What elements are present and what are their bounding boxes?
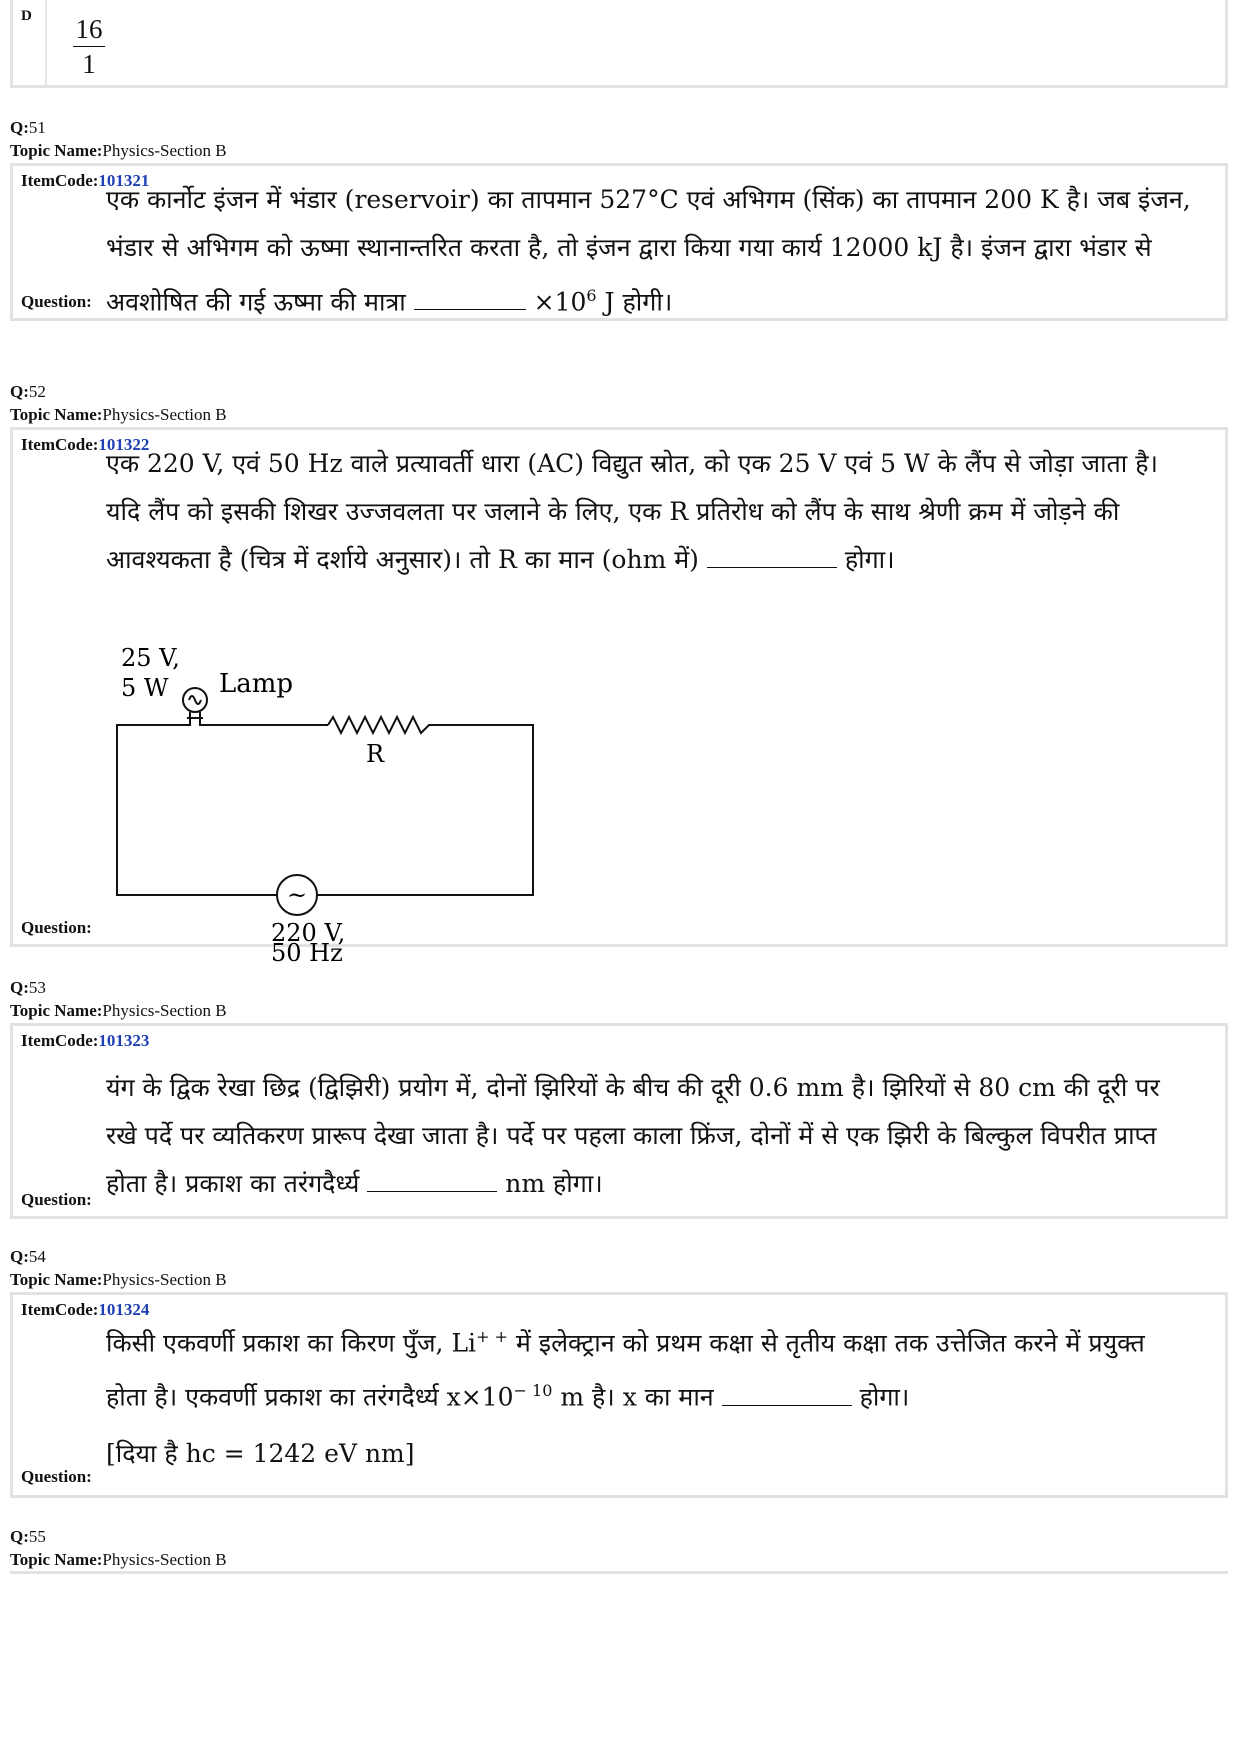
topic-name: Physics-Section B xyxy=(102,1001,227,1020)
topic-prefix: Topic Name: xyxy=(10,1550,103,1569)
question-header-51 xyxy=(10,116,227,162)
item-code: ItemCode:101323 xyxy=(21,1031,150,1050)
topic-prefix: Topic Name: xyxy=(10,405,103,424)
fraction-denominator: 1 xyxy=(82,49,96,79)
topic-name: Physics-Section B xyxy=(102,1270,227,1289)
lamp-rating-power: 5 W xyxy=(121,674,169,702)
question-header-54 xyxy=(10,1245,227,1291)
option-fraction xyxy=(73,14,105,79)
question-text xyxy=(106,176,1217,326)
question-line: [दिया है hc = 1242 eV nm] xyxy=(106,1438,415,1468)
topic-name: Physics-Section B xyxy=(102,1550,227,1569)
question-line: रखे पर्दे पर व्यतिकरण प्रारूप देखा जाता है। पर्दे पर पहला काला फ्रिंज, दोनों में से एक झिरी के बिल्कुल विपरीत प्राप्त xyxy=(106,1121,1157,1150)
question-line: आवश्यकता है (चित्र में दर्शाये अनुसार)। तो R का मान (ohm में) होगा। xyxy=(106,545,895,574)
question-number: 53 xyxy=(28,978,46,997)
item-code: ItemCode:101322 xyxy=(21,435,150,454)
lamp-filament-icon xyxy=(189,696,201,704)
question-number: 51 xyxy=(28,118,46,137)
circuit-wire xyxy=(117,725,277,895)
question-line: होता है। प्रकाश का तरंगदैर्ध्य nm होगा। xyxy=(106,1169,603,1198)
topic-name: Physics-Section B xyxy=(102,141,227,160)
section-rule xyxy=(10,1571,1228,1574)
question-label: Question: xyxy=(21,292,92,311)
question-label: Question: xyxy=(21,918,92,937)
question-number: 52 xyxy=(28,382,46,401)
question-line: अवशोषित की गई ऊष्मा की मात्रा $\times 10^6$ J होगी। xyxy=(106,286,673,317)
question-box-54 xyxy=(10,1292,1228,1498)
item-code: ItemCode:101321 xyxy=(21,171,150,190)
answer-blank xyxy=(414,289,526,310)
topic-name: Physics-Section B xyxy=(102,405,227,424)
question-text xyxy=(106,1313,1217,1478)
q-prefix: Q: xyxy=(10,382,29,401)
answer-blank xyxy=(707,547,837,568)
item-code: ItemCode:101324 xyxy=(21,1300,150,1319)
lamp-label: Lamp xyxy=(219,669,294,699)
topic-prefix: Topic Name: xyxy=(10,1270,103,1289)
question-line: होता है। एकवर्णी प्रकाश का तरंगदैर्ध्य $x\times 10^{- 10}$ m है। x का मान होगा। xyxy=(106,1381,910,1412)
question-number: 55 xyxy=(28,1527,46,1546)
option-divider xyxy=(45,0,47,85)
question-line: यदि लैंप को इसकी शिखर उज्जवलता पर जलाने के लिए, एक R प्रतिरोध को लैंप के साथ श्रेणी क्रम में जोड़ने की xyxy=(106,497,1120,526)
source-voltage-label: 220 V, xyxy=(271,919,346,947)
lamp-rating-voltage: 25 V, xyxy=(121,644,180,672)
source-frequency-label: 50 Hz xyxy=(271,939,343,967)
question-label: Question: xyxy=(21,1190,92,1209)
topic-prefix: Topic Name: xyxy=(10,141,103,160)
question-line: किसी एकवर्णी प्रकाश का किरण पुँज, Li+ + में इलेक्ट्रान को प्रथम कक्षा से तृतीय कक्षा तक उत्तेजित करने में प्रयुक्त xyxy=(106,1327,1145,1358)
circuit-wire xyxy=(317,725,533,895)
q-prefix: Q: xyxy=(10,1247,29,1266)
resistor-label: R xyxy=(365,740,385,768)
question-box-53 xyxy=(10,1023,1228,1219)
answer-blank xyxy=(367,1171,497,1192)
question-line: एक 220 V, एवं 50 Hz वाले प्रत्यावर्ती धारा (AC) विद्युत स्रोत, को एक 25 V एवं 5 W के लैंप से जोड़ा जाता है। xyxy=(106,449,1158,478)
topic-prefix: Topic Name: xyxy=(10,1001,103,1020)
question-box-52 xyxy=(10,427,1228,967)
question-label: Question: xyxy=(21,1467,92,1486)
question-box-51 xyxy=(10,163,1228,321)
answer-blank xyxy=(722,1385,852,1406)
option-letter: D xyxy=(21,8,32,24)
question-header-53 xyxy=(10,976,227,1022)
question-text xyxy=(106,1064,1217,1208)
question-line: एक कार्नोट इंजन में भंडार (reservoir) का तापमान 527°C एवं अभिगम (सिंक) का तापमान 200 K है। जब इंजन, xyxy=(106,185,1191,214)
question-text xyxy=(106,440,1217,584)
question-line: भंडार से अभिगम को ऊष्मा स्थानान्तरित करता है, तो इंजन द्वारा किया गया कार्य 12000 kJ है। इंजन द्वारा भंडार से xyxy=(106,233,1152,262)
question-header-52 xyxy=(10,380,227,426)
resistor-zigzag xyxy=(328,717,433,733)
ac-symbol: ~ xyxy=(286,881,308,909)
circuit-diagram xyxy=(103,630,543,967)
q-prefix: Q: xyxy=(10,978,29,997)
question-header-55 xyxy=(10,1525,227,1571)
question-number: 54 xyxy=(28,1247,46,1266)
q-prefix: Q: xyxy=(10,1527,29,1546)
fraction-numerator: 16 xyxy=(73,14,105,47)
q-prefix: Q: xyxy=(10,118,29,137)
option-d-box xyxy=(10,0,1228,88)
question-line: यंग के द्विक रेखा छिद्र (द्विझिरी) प्रयोग में, दोनों झिरियों के बीच की दूरी 0.6 mm है। झिरियों से 80 cm की दूरी पर xyxy=(106,1073,1160,1102)
